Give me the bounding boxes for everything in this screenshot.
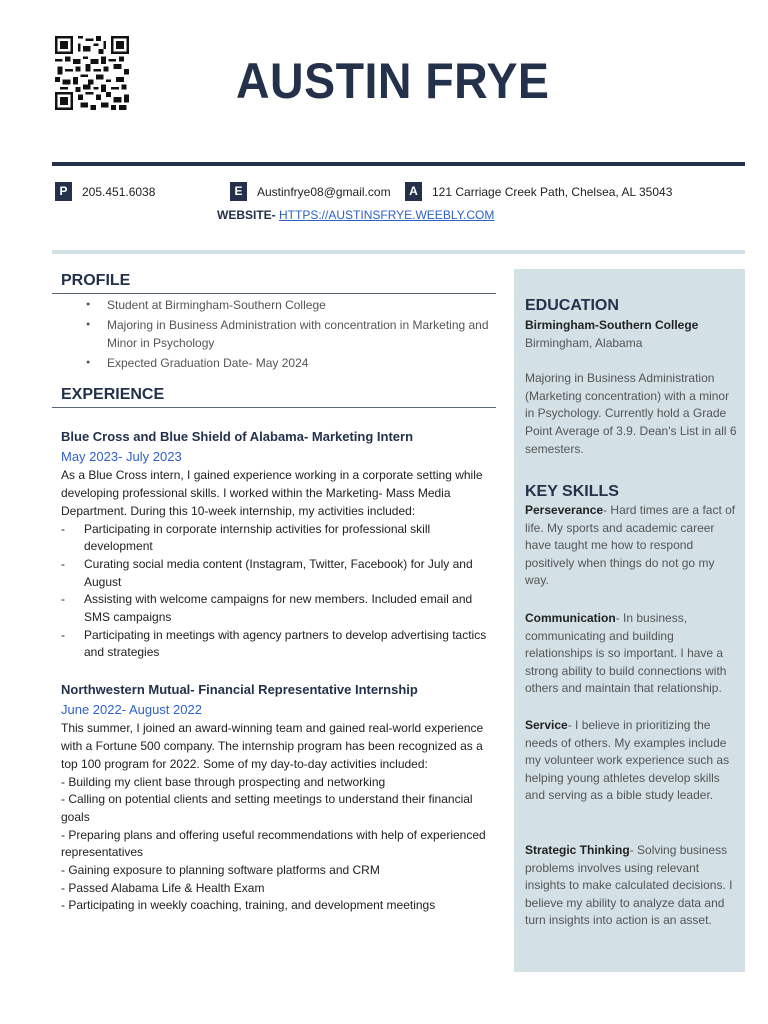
qr-code-icon [55,36,129,110]
job-summary: As a Blue Cross intern, I gained experience working in a corporate setting while developing professional skills. I worked within the Marketing- Mass Media Department. During this 10-week internship, my activities included: [61,468,483,518]
street-address: 121 Carriage Creek Path, Chelsea, AL 35043 [432,184,673,199]
skill-name: Strategic Thinking [525,843,630,857]
website-line [217,208,494,222]
skill-text: - I believe in prioritizing the needs of others. My examples include my volunteer work experience such as helping young athletes develop skills and serving as a bible study leader. [525,718,730,803]
skill-strategic-thinking [525,842,739,930]
list-item: - Participating in meetings with agency partners to develop advertising tactics and strategies [61,627,491,662]
skill-text: - Solving business problems involves using relevant insights to make calculated decisions. I believe my ability to analyze data and turn insights into action is an asset. [525,843,733,928]
list-item: - Assisting with welcome campaigns for new members. Included email and SMS campaigns [61,591,491,626]
job-title: Blue Cross and Blue Shield of Alabama- Marketing Intern [61,429,414,444]
candidate-name: AUSTIN FRYE [236,53,550,109]
list-item: - Participating in weekly coaching, training, and development meetings [61,898,436,913]
job-entry-bcbs [61,428,491,662]
experience-heading: EXPERIENCE [61,386,165,403]
skill-communication [525,610,739,698]
list-item: - Calling on potential clients and setting meetings to understand their financial goals [61,792,473,824]
list-item: ● Expected Graduation Date- May 2024 [86,354,496,372]
address-contact [405,182,672,201]
skill-name: Perseverance [525,503,604,517]
list-item: - Curating social media content (Instagram, Twitter, Facebook) for July and August [61,556,491,591]
job-entry-northwestern [61,681,491,915]
job-dates: May 2023- July 2023 [61,448,182,464]
profile-list [86,296,496,374]
school-location: Birmingham, Alabama [525,335,643,350]
email-badge: E [230,182,247,201]
phone-contact [55,182,155,201]
header-divider [52,162,745,166]
experience-rule [52,407,496,408]
education-heading: EDUCATION [525,297,619,314]
profile-heading: PROFILE [61,272,131,289]
list-item: - Passed Alabama Life & Health Exam [61,880,265,895]
skill-service [525,717,739,805]
skills-heading: KEY SKILLS [525,483,619,500]
job-dates: June 2022- August 2022 [61,701,202,717]
job-summary: This summer, I joined an award-winning team and gained real-world experience with a Fortune 500 company. The internship program has been recognized as a top 100 program for 2022. Some of my day-to-day activities included: [61,721,484,771]
list-item: ● Majoring in Business Administration with concentration in Marketing and Minor in Psychology [86,316,496,352]
list-item: - Participating in corporate internship activities for professional skill development [61,521,491,556]
website-link[interactable]: HTTPS://AUSTINSFRYE.WEEBLY.COM [279,208,495,222]
email-address[interactable]: Austinfrye08@gmail.com [257,184,391,199]
list-item: ● Student at Birmingham-Southern College [86,296,496,314]
list-item: - Building my client base through prospecting and networking [61,774,386,789]
contact-divider [52,250,745,254]
skill-text: - In business, communicating and building relationships is so important. I have a strong ability to build connections with others and maintain that relationship. [525,611,727,696]
skill-name: Communication [525,611,616,625]
list-item: - Preparing plans and offering useful recommendations with help of experienced representatives [61,827,486,860]
skill-name: Service [525,718,568,732]
skill-perseverance [525,502,739,590]
list-item: - Gaining exposure to planning software platforms and CRM [61,863,380,878]
school-name: Birmingham-Southern College [525,318,699,332]
job-title: Northwestern Mutual- Financial Representative Internship [61,682,418,697]
address-badge: A [405,182,422,201]
phone-badge: P [55,182,72,201]
job-activities [61,521,491,663]
phone-number: 205.451.6038 [82,184,156,199]
job-activities [61,774,491,916]
skill-text: - Hard times are a fact of life. My sports and academic career have taught me how to respond positively when things do not go my way. [525,503,736,588]
website-label: WEBSITE- [217,208,276,222]
education-block [525,317,739,458]
profile-rule [52,293,496,294]
email-contact [230,182,391,201]
education-details: Majoring in Business Administration (Marketing concentration) with a minor in Psychology. Currently hold a Grade Point Average of 3.9. Dean's List in all 6 semesters. [525,371,737,456]
